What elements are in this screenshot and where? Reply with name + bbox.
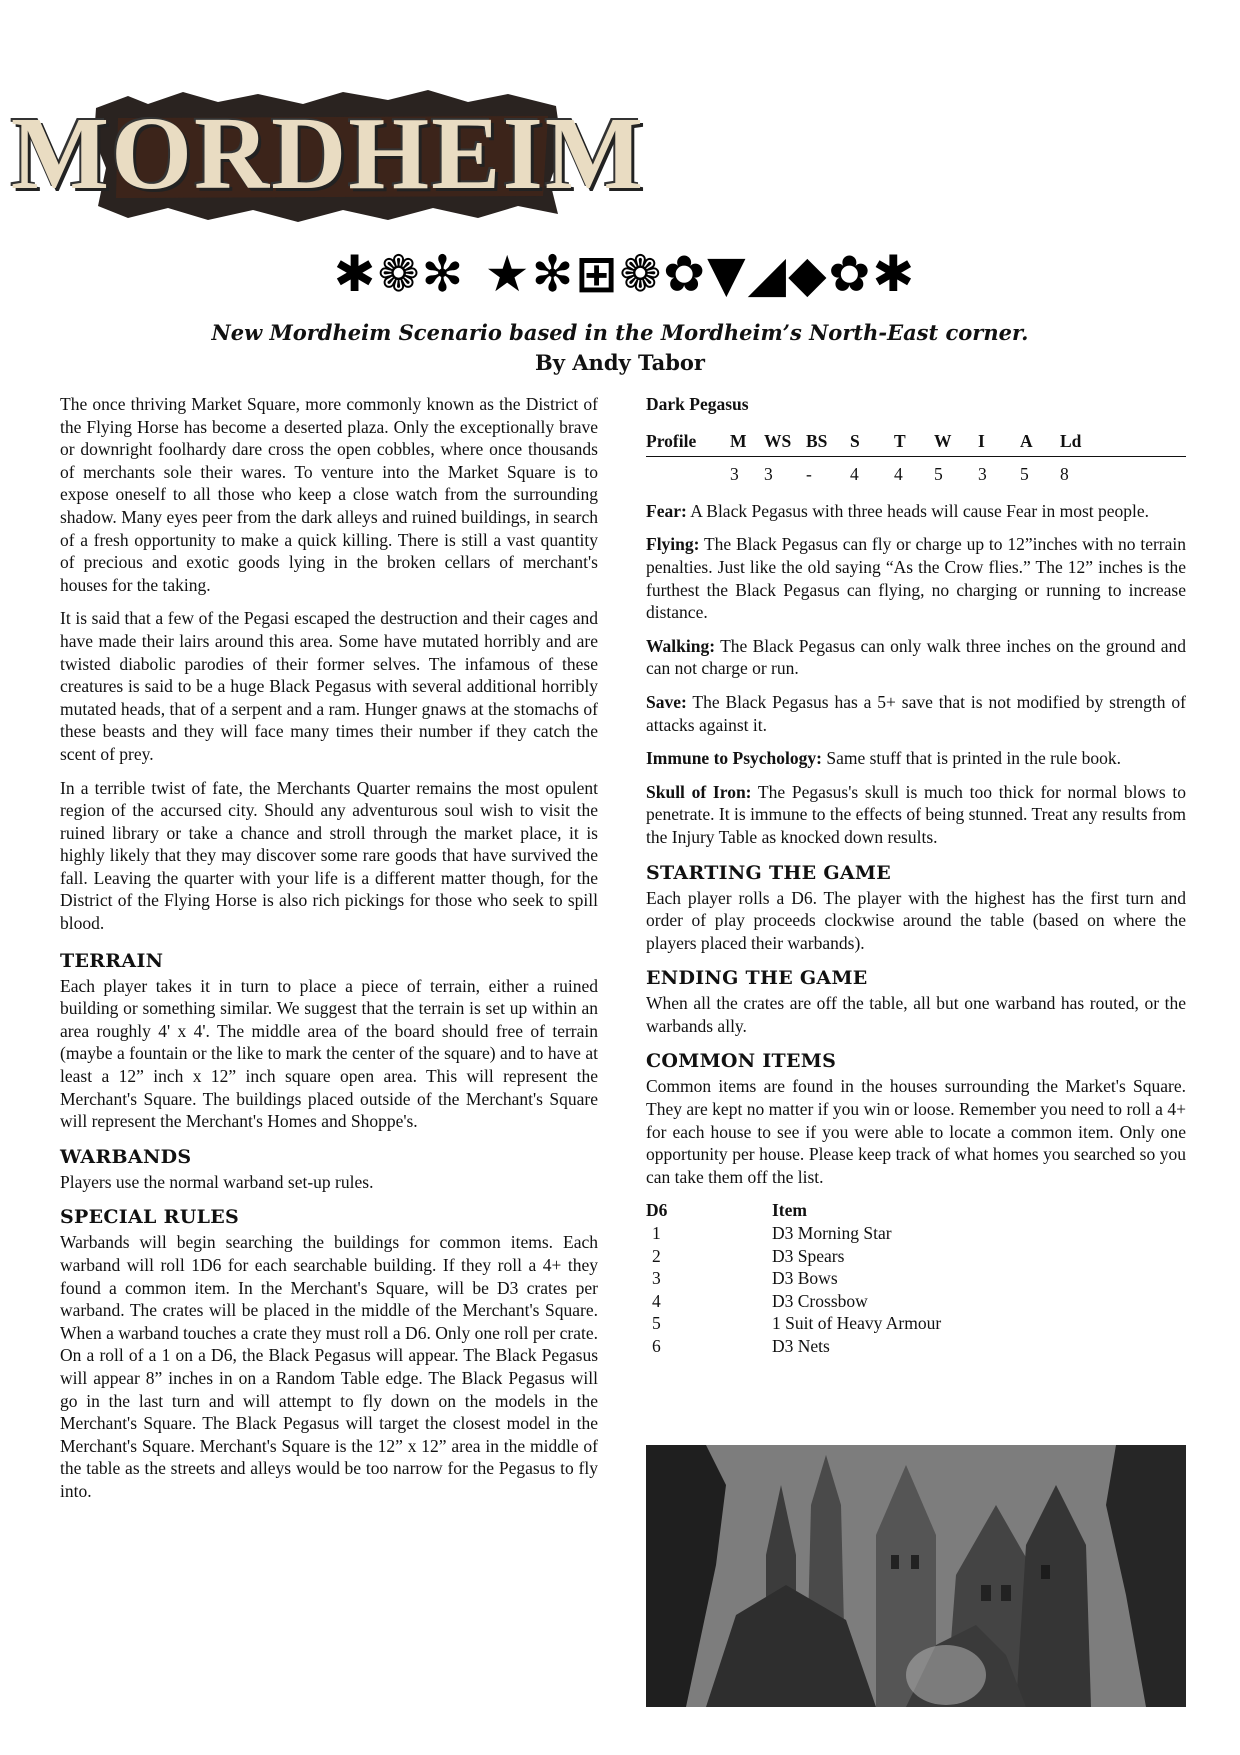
- mordheim-logo: [10, 78, 646, 228]
- item-roll: 6: [652, 1336, 661, 1356]
- profile-header: Ld: [1060, 430, 1186, 457]
- scenario-title-glyphs: ✱❁✻ ★✻⊞❁✿▼◢◆✿✱: [333, 245, 917, 303]
- table-row: [646, 1290, 1186, 1313]
- table-row: [646, 1245, 1186, 1268]
- rule-label: Flying:: [646, 534, 700, 555]
- profile-value: [646, 457, 730, 490]
- starting-heading: STARTING THE GAME: [646, 861, 892, 884]
- profile-value: 4: [894, 464, 903, 485]
- intro-paragraph-1: The once thriving Market Square, more commonly known as the District of the Flying Horse has become a deserted plaza. Only the exceptionally brave or downright foolhardy dare cross the open cobbles, where once thousands of merchants sole their wares. To venture into the Market Square is to expose oneself to all those who keep a close watch from the surrounding shadow. Many eyes peer from the dark alleys and ruined buildings, in search of a fresh opportunity to make a quick killing. There is still a vast quantity of precious and exotic goods lying in the broken cellars of merchant's houses for the taking.: [60, 394, 598, 595]
- items-table: [646, 1199, 1186, 1357]
- rule-label: Skull of Iron:: [646, 781, 752, 802]
- profile-value: 5: [934, 464, 943, 485]
- table-row: [646, 1222, 1186, 1245]
- ending-text: When all the crates are off the table, all but one warband has routed, or the warbands ally.: [646, 993, 1186, 1036]
- item-name: D3 Morning Star: [772, 1223, 892, 1244]
- profile-header: S: [850, 430, 894, 457]
- profile-value: -: [806, 464, 812, 485]
- profile-header-row: [646, 430, 1186, 457]
- ending-heading: ENDING THE GAME: [646, 967, 868, 990]
- profile-value: 3: [978, 464, 987, 485]
- item-name: D3 Bows: [772, 1268, 838, 1289]
- rule-save: [646, 691, 1186, 736]
- intro-paragraph-2: It is said that a few of the Pegasi escaped the destruction and their cages and have made their lairs around this area. Some have mutated horribly and are twisted diabolic parodies of their former selves. The infamous of these creatures is said to be a huge Black Pegasus with several additional horribly mutated heads, that of a serpent and a ram. Hunger gnaws at the stomachs of these beasts and they will face many times their number if they catch the scent of prey.: [60, 608, 598, 764]
- profile-value: 3: [764, 464, 773, 485]
- scenario-subtitle: New Mordheim Scenario based in the Mordheim’s North-East corner.: [211, 320, 1029, 345]
- item-roll: 5: [652, 1313, 661, 1334]
- items-header: Item: [772, 1200, 807, 1221]
- item-roll: 4: [652, 1290, 661, 1311]
- table-row: [646, 1267, 1186, 1290]
- rule-label: Fear:: [646, 500, 687, 521]
- item-name: 1 Suit of Heavy Armour: [772, 1313, 942, 1334]
- warbands-text: Players use the normal warband set-up rules.: [60, 1171, 374, 1192]
- rule-flying: [646, 533, 1186, 623]
- profile-header: WS: [764, 430, 806, 457]
- intro-paragraph-3: In a terrible twist of fate, the Merchants Quarter remains the most opulent region of the accursed city. Should any adventurous soul wish to visit the ruined library or take a chance and stroll through the market place, it is highly likely that they may discover some rare goods that have survived the fall. Leaving the quarter with your life is a different matter though, for the District of the Flying Horse is also rich pickings for those who seek to spill blood.: [60, 777, 598, 934]
- profile-value-row: [646, 457, 1186, 490]
- rule-immune: [646, 747, 1186, 770]
- rule-label: Save:: [646, 691, 687, 712]
- profile-header: T: [894, 430, 934, 457]
- profile-value: 3: [730, 464, 739, 485]
- profile-value: 4: [850, 464, 859, 485]
- terrain-text: Each player takes it in turn to place a piece of terrain, either a ruined building or something similar. We suggest that the terrain is set up within an area roughly 4' x 4'. The middle area of the board should free of terrain (maybe a fountain or the like to mark the center of the square) and to have at least a 12” inch x 12” inch square open area. This will represent the Merchant's Square. The buildings placed outside of the Merchant's Square will represent the Merchant's Homes and Shoppe's.: [60, 975, 598, 1132]
- profile-header: Profile: [646, 430, 730, 457]
- profile-value: 8: [1060, 464, 1069, 485]
- item-roll: 3: [652, 1268, 661, 1289]
- rule-text: The Pegasus's skull is much too thick for normal blows to penetrate. It is immune to the effects of being stunned. Treat any results from the Injury Table as knocked down results.: [646, 781, 1186, 847]
- starting-text: Each player rolls a D6. The player with the highest has the first turn and order of play proceeds clockwise around the table (based on where the players placed their warbands).: [646, 887, 1186, 953]
- profile-value: 5: [1020, 464, 1029, 485]
- item-name: D3 Crossbow: [772, 1290, 868, 1311]
- item-name: D3 Spears: [772, 1245, 845, 1266]
- table-row: [646, 1312, 1186, 1335]
- item-roll: 1: [652, 1223, 661, 1244]
- rule-text: Same stuff that is printed in the rule book.: [821, 748, 1122, 769]
- items-header: D6: [646, 1200, 668, 1221]
- rule-text: The Black Pegasus can fly or charge up to 12”inches with no terrain penalties. Just like the old saying “As the Crow flies.” The 12” inches is the furthest the Black Pegasus can flying, no charging or running to increase distance.: [646, 534, 1186, 623]
- logo-text: MORDHEIM: [10, 95, 646, 211]
- rule-label: Walking:: [646, 635, 716, 656]
- rule-skull: [646, 781, 1186, 849]
- profile-header: BS: [806, 430, 850, 457]
- warbands-heading: WARBANDS: [60, 1145, 192, 1168]
- special-rules-text: Warbands will begin searching the buildings for common items. Each warband will roll 1D6 for each searchable building. If they roll a 4+ they found a common item. In the Merchant's Square, will be D3 crates per warband. The crates will be placed in the middle of the Merchant's Square. When a warband touches a crate they must roll a D6. Only one roll per crate. On a roll of a 1 on a D6, the Black Pegasus will appear. The Black Pegasus will appear 8” inches in on a Random Table edge. The Black Pegasus will go in the last turn and will attempt to fly down on the models in the Merchant's Square. The Black Pegasus will target the closest model in the Merchant's Square. Merchant's Square is the 12” x 12” area in the middle of the table as the streets and alleys would be too narrow for the Pegasus to fly into.: [60, 1232, 598, 1501]
- rule-text: The Black Pegasus has a 5+ save that is not modified by strength of attacks against it.: [646, 691, 1186, 735]
- rule-walking: [646, 635, 1186, 680]
- left-column: [60, 393, 598, 1514]
- terrain-heading: TERRAIN: [60, 949, 164, 972]
- creature-name: Dark Pegasus: [646, 394, 749, 414]
- city-ruins-drawing: [646, 1445, 1186, 1707]
- city-ruins-illustration: [646, 1445, 1186, 1707]
- author-byline: By Andy Tabor: [535, 350, 705, 375]
- profile-header: W: [934, 430, 978, 457]
- common-items-text: Common items are found in the houses surrounding the Market's Square. They are kept no matter if you win or loose. Remember you need to roll a 4+ for each house to see if you were able to locate a common item. Only one opportunity per house. Please keep track of what homes you searched so you can take them off the list.: [646, 1076, 1186, 1187]
- items-header-row: [646, 1199, 1186, 1222]
- item-name: D3 Nets: [772, 1336, 830, 1356]
- table-row: [646, 1335, 1186, 1358]
- profile-table: [646, 430, 1186, 490]
- profile-header: M: [730, 430, 764, 457]
- rule-text: The Black Pegasus can only walk three inches on the ground and can not charge or run.: [646, 635, 1186, 679]
- profile-header: A: [1020, 430, 1060, 457]
- item-roll: 2: [652, 1245, 661, 1266]
- right-column: [646, 393, 1186, 1358]
- rule-fear: [646, 500, 1186, 523]
- profile-header: I: [978, 430, 1020, 457]
- rule-label: Immune to Psychology:: [646, 748, 822, 769]
- rule-text: A Black Pegasus with three heads will cause Fear in most people.: [686, 500, 1150, 521]
- special-rules-heading: SPECIAL RULES: [60, 1206, 240, 1229]
- common-items-heading: COMMON ITEMS: [646, 1050, 837, 1073]
